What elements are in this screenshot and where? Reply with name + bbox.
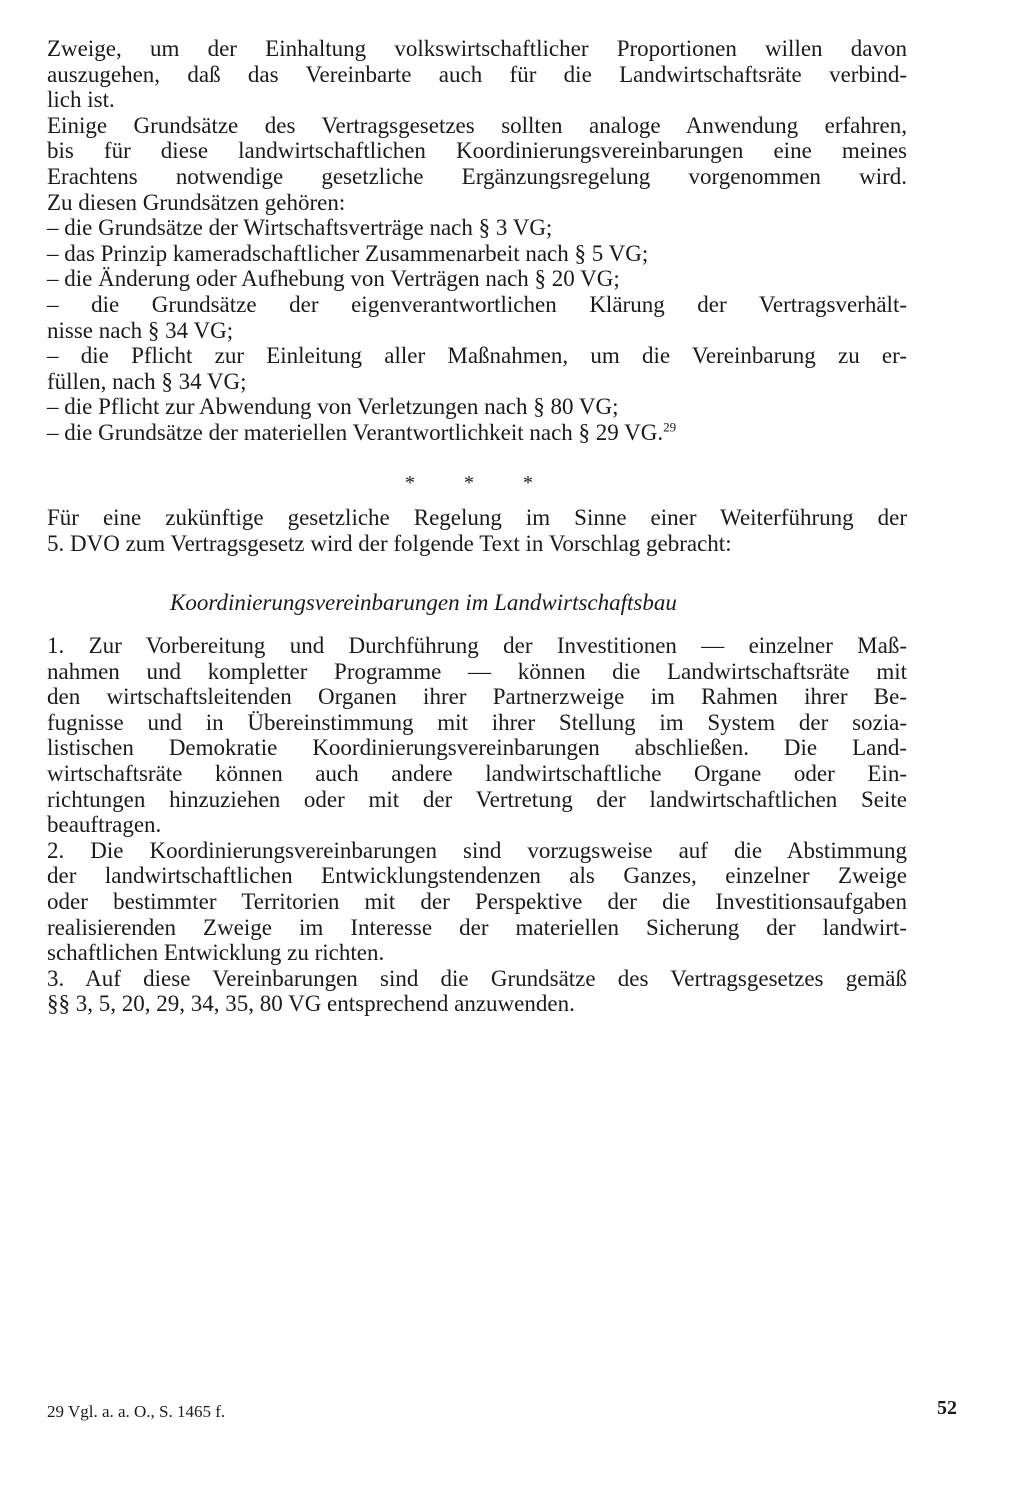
text-line: – die Pflicht zur Abwendung von Verletzungen nach § 80 VG; bbox=[47, 394, 619, 420]
text-line: – die Änderung oder Aufhebung von Verträgen nach § 20 VG; bbox=[47, 266, 620, 292]
text-line: Für eine zukünftige gesetzliche Regelung im Sinne einer Weiterführung der bbox=[47, 505, 907, 530]
text-line: nahmen und kompletter Programme — können die Landwirtschaftsräte mit bbox=[47, 658, 907, 684]
text-line: füllen, nach § 34 VG; bbox=[47, 368, 247, 394]
text-line: Einige Grundsätze des Vertragsgesetzes sollten analoge Anwendung erfahren, bbox=[47, 112, 907, 138]
text-line: realisierenden Zweige im Interesse der materiellen Sicherung der landwirt- bbox=[47, 914, 907, 940]
text-line: 1. Zur Vorbereitung und Durchführung der Investitionen — einzelner Maß- bbox=[47, 633, 907, 658]
text-line: den wirtschaftsleitenden Organen ihrer Partnerzweige im Rahmen ihrer Be- bbox=[47, 684, 907, 710]
text-line: – die Grundsätze der materiellen Verantwortlichkeit nach § 29 VG.$^{29}$ bbox=[47, 419, 677, 445]
text-line: 2. Die Koordinierungsvereinbarungen sind vorzugsweise auf die Abstimmung bbox=[47, 837, 907, 863]
footnote-marker: 29 bbox=[663, 419, 677, 435]
text-line: Zu diesen Grundsätzen gehören: bbox=[47, 189, 346, 215]
text-line: auszugehen, daß das Vereinbarte auch für die Landwirtschaftsräte verbind- bbox=[47, 61, 907, 87]
text-line: schaftlichen Entwicklung zu richten. bbox=[47, 940, 385, 966]
text-block-intro bbox=[47, 36, 907, 446]
text-line: 3. Auf diese Vereinbarungen sind die Grundsätze des Vertragsgesetzes gemäß bbox=[47, 965, 907, 991]
text-line: bis für diese landwirtschaftlichen Koordinierungsvereinbarungen eine meines bbox=[47, 138, 907, 164]
footnote: 29 Vgl. a. a. O., S. 1465 f. bbox=[47, 1402, 226, 1421]
text-line: lich ist. bbox=[47, 87, 115, 113]
section-separator: * * * bbox=[405, 472, 555, 494]
text-line: Erachtens notwendige gesetzliche Ergänzungsregelung vorgenommen wird. bbox=[47, 163, 907, 189]
text-line: – das Prinzip kameradschaftlicher Zusammenarbeit nach § 5 VG; bbox=[47, 240, 649, 266]
text-block-proposal bbox=[47, 633, 907, 1017]
text-line: Zweige, um der Einhaltung volkswirtschaftlicher Proportionen willen davon bbox=[47, 36, 907, 61]
text-line: der landwirtschaftlichen Entwicklungstendenzen als Ganzes, einzelner Zweige bbox=[47, 863, 907, 889]
page-number: 52 bbox=[937, 1397, 957, 1419]
text-line: oder bestimmter Territorien mit der Perspektive der die Investitionsaufgaben bbox=[47, 888, 907, 914]
section-heading: Koordinierungsvereinbarungen im Landwirtschaftsbau bbox=[170, 590, 677, 615]
text-line: fugnisse und in Übereinstimmung mit ihrer Stellung im System der sozia- bbox=[47, 709, 907, 735]
text-line: wirtschaftsräte können auch andere landwirtschaftliche Organe oder Ein- bbox=[47, 760, 907, 786]
text-line: nisse nach § 34 VG; bbox=[47, 317, 234, 343]
text-line: 5. DVO zum Vertragsgesetz wird der folgende Text in Vorschlag gebracht: bbox=[47, 530, 732, 556]
text-line: beauftragen. bbox=[47, 812, 162, 838]
text-block-proposal-intro bbox=[47, 505, 907, 556]
text-line: – die Grundsätze der Wirtschaftsverträge nach § 3 VG; bbox=[47, 215, 553, 241]
text-line: – die Pflicht zur Einleitung aller Maßnahmen, um die Vereinbarung zu er- bbox=[47, 343, 907, 369]
text-line: – die Grundsätze der eigenverantwortlichen Klärung der Vertragsverhält- bbox=[47, 291, 907, 317]
text-line: listischen Demokratie Koordinierungsvereinbarungen abschließen. Die Land- bbox=[47, 735, 907, 761]
text-line: richtungen hinzuziehen oder mit der Vertretung der landwirtschaftlichen Seite bbox=[47, 786, 907, 812]
text-line: §§ 3, 5, 20, 29, 34, 35, 80 VG entsprechend anzuwenden. bbox=[47, 991, 575, 1017]
